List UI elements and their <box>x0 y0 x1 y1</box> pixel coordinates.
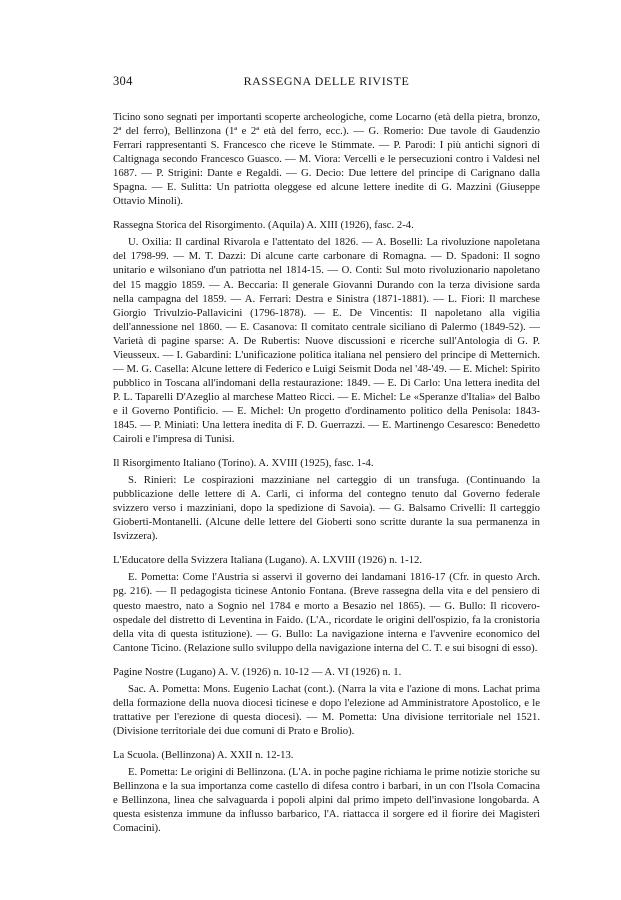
page-number: 304 <box>113 74 133 88</box>
journal-heading: L'Educatore della Svizzera Italiana (Lugano). A. LXVIII (1926) n. 1-12. <box>113 554 423 567</box>
section-body: S. Rinieri: Le cospirazioni mazziniane nel carteggio di un transfuga. (Continuando la pubblicazione delle lettere di A. Carli, ci informa del contegno tenuto dal Governo federale svizzero verso i mazziniani, dopo la spedizione di Savoia). — G. Balsamo Crivelli: Il carteggio Gioberti-Montanelli. (Alcune delle lettere del Gioberti sono scritte durante la sua permanenza in Isvizzera). <box>113 474 540 543</box>
review-section <box>113 553 540 654</box>
article-body <box>113 110 540 835</box>
review-section <box>113 665 540 738</box>
section-body: E. Pometta: Le origini di Bellinzona. (L'A. in poche pagine richiama le prime notizie storiche su Bellinzona e la sua importanza come castello di difesa contro i barbari, in un con l'Isola Comacina e Bellinzona, linea che salvaguarda i popoli alpini dal primo impeto dell'invasione longobarda. A questa esistenza immune da influsso barbarico, l'A. riattacca il sorgere ed il fiorire dei Magisteri Comacini). <box>113 765 540 835</box>
section-body: E. Pometta: Come l'Austria si asservì il governo dei landamani 1816-17 (Cfr. in questo Arch. pg. 216). — Il pedagogista ticinese Antonio Fontana. (Breve rassegna della vita e del pensiero di questo maestro, nato a Sognio nel 1784 e morto a Besazio nel 1865). — G. Bullo: Il ricovero-ospedale del distretto di Leventina in Faido. (L'A., ricordate le origini dell'ospizio, fa la cronistoria della vita di questa istituzione). — G. Bullo: La navigazione interna e l'avvenire economico del Cantone Ticino. (Relazione sullo sviluppo della navigazione interna del C. T. e sui bisogni di esso). <box>113 571 540 654</box>
journal-heading: Pagine Nostre (Lugano) A. V. (1926) n. 10-12 — A. VI (1926) n. 1. <box>113 665 402 678</box>
section-body: Sac. A. Pometta: Mons. Eugenio Lachat (cont.). (Narra la vita e l'azione di mons. Lachat prima della formazione della nuova diocesi ticinese e dopo l'elezione ad Amministratore Apostolico, e le trattative per l'erezione di questa diocesi). — M. Pometta: Una divisione territoriale nel 1521. (Divisione territoriale dei due comuni di Prato e Brolio). <box>113 682 540 737</box>
review-section <box>113 218 540 446</box>
intro-paragraph: Ticino sono segnati per importanti scoperte archeologiche, come Locarno (età della pietra, bronzo, 2ª del ferro), Bellinzona (1ª e 2ª età del ferro, ecc.). — G. Romerio: Due tavole di Gaudenzio Ferrari rappresentanti S. Francesco che riceve le Stimmate. — P. Parodi: I più antichi signori di Caltignaga secondo Francesco Guasco. — M. Viora: Vercelli e le persecuzioni contro i Valdesi nel 1687. — P. Strigini: Dante e Regaldi. — G. Decio: Due lettere del principe di Carignano dalla Spagna. — E. Sulitta: Un patriotta oleggese ed alcune lettere inedite di G. Mazzini (Giuseppe Ottavio Minoli). <box>113 111 540 208</box>
section-body: U. Oxilia: Il cardinal Rivarola e l'attentato del 1826. — A. Boselli: La rivoluzione napoletana del 1798-99. — M. T. Dazzi: Di alcune carte carbonare di Romagna. — D. Spadoni: Il sogno unitario e wilsoniano d'un patriotta nel 1814-15. — O. Conti: Sul moto rivoluzionario napoletano del 15 maggio 1859. — A. Beccaria: Il generale Giovanni Durando con la terza divisione sarda nella campagna del 1859. — A. Ferrari: Destra e Sinistra (1871-1881). — L. Fiori: Il marchese Giorgio Trivulzio-Pallavicini (1796-1878). — E. De Vincentis: Il napoletano alla vigilia dell'annessione nel 1860. — E. Casanova: Il comitato centrale siciliano di Palermo (1849-52). — Varietà di pagine sparse: A. De Rubertis: Nuove discussioni e ricerche sull'Antologia di G. P. Vieusseux. — I. Gabardini: L'unificazione politica italiana nel pensiero del principe di Metternich. — M. G. Casella: Alcune lettere di Federico e Luigi Seismit Doda nel '48-'49. — E. Michel: Spirito pubblico in Toscana all'indomani della restaurazione: 1849. — E. Di Carlo: Una lettera inedita del P. L. Taparelli D'Azeglio al marchese Matteo Ricci. — E. Michel: Le «Speranze d'Italia» del Balbo e il Governo Pontificio. — E. Michel: Un progetto d'ordinamento politico della Penisola: 1843-1845. — P. Miniati: Una lettera inedita di F. D. Guerrazzi. — E. Martinengo Cesaresco: Benedetto Cairoli e l'impresa di Tunisi. <box>113 236 540 446</box>
review-section <box>113 456 540 543</box>
journal-heading: La Scuola. (Bellinzona) A. XXII n. 12-13. <box>113 748 294 761</box>
running-title: RASSEGNA DELLE RIVISTE <box>243 74 410 88</box>
journal-heading: Rassegna Storica del Risorgimento. (Aquila) A. XIII (1926), fasc. 2-4. <box>113 219 414 232</box>
review-section <box>113 748 540 835</box>
journal-heading: Il Risorgimento Italiano (Torino). A. XVIII (1925), fasc. 1-4. <box>113 457 374 470</box>
